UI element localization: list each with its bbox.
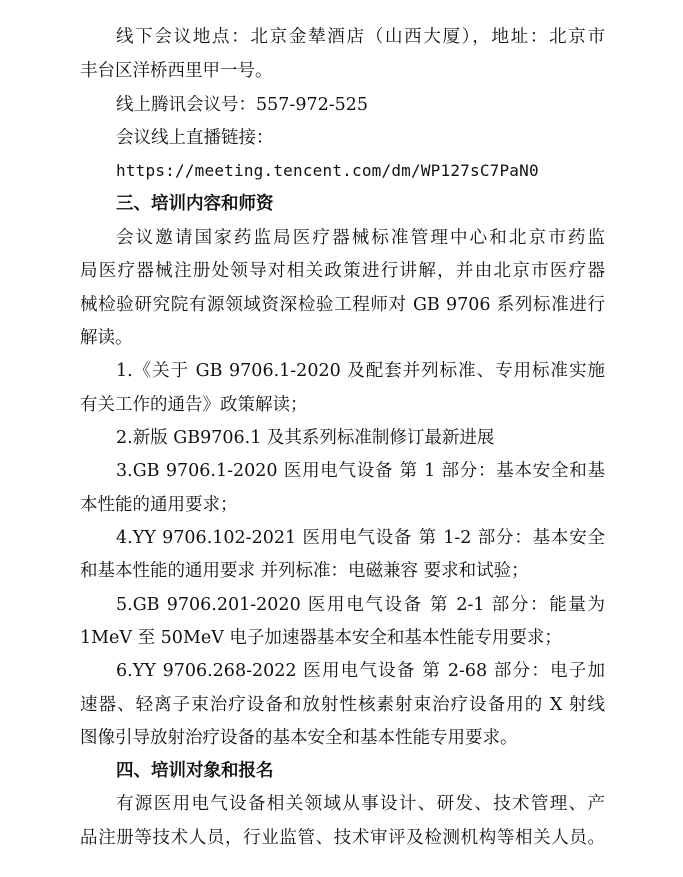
list-item-3-line-2: 本性能的通用要求； <box>80 495 238 515</box>
paragraph-line: 局医疗器械注册处领导对相关政策进行讲解，并由北京市医疗器 <box>80 261 605 281</box>
list-item-5-line-1: 5.GB 9706.201-2020 医用电气设备 第 2-1 部分：能量为 <box>116 595 605 615</box>
paragraph-line: 械检验研究院有源领域资深检验工程师对 GB 9706 系列标准进行 <box>80 295 605 315</box>
tencent-meeting-number: 线上腾讯会议号：557-972-525 <box>116 95 369 115</box>
livestream-link-url[interactable]: https://meeting.tencent.com/dm/WP127sC7PaN0 <box>116 161 539 180</box>
meeting-location-line-2: 丰台区洋桥西里甲一号。 <box>80 61 273 81</box>
list-item-6-line-2: 速器、轻离子束治疗设备和放射性核素射束治疗设备用的 X 射线 <box>80 695 605 715</box>
list-item-4-line-2: 和基本性能的通用要求 并列标准：电磁兼容 要求和试验； <box>80 561 529 581</box>
list-item-1-line-2: 有关工作的通告》政策解读； <box>80 395 308 415</box>
list-item-1-line-1: 1.《关于 GB 9706.1-2020 及配套并列标准、专用标准实施 <box>116 361 605 381</box>
meeting-location-line-1: 线下会议地点：北京金辇酒店（山西大厦），地址：北京市 <box>116 27 605 47</box>
section-heading-training-content: 三、培训内容和师资 <box>116 194 274 214</box>
list-item-3-line-1: 3.GB 9706.1-2020 医用电气设备 第 1 部分：基本安全和基 <box>116 461 605 481</box>
paragraph-line: 有源医用电气设备相关领域从事设计、研发、技术管理、产 <box>116 794 605 814</box>
list-item-5-line-2: 1MeV 至 50MeV 电子加速器基本安全和基本性能专用要求； <box>80 628 562 648</box>
list-item-6-line-3: 图像引导放射治疗设备的基本安全和基本性能专用要求。 <box>80 728 518 748</box>
paragraph-line: 解读。 <box>80 328 133 348</box>
section-heading-training-audience: 四、培训对象和报名 <box>116 761 274 781</box>
list-item-6-line-1: 6.YY 9706.268-2022 医用电气设备 第 2-68 部分：电子加 <box>116 661 605 681</box>
paragraph-line: 品注册等技术人员，行业监管、技术审评及检测机构等相关人员。 <box>80 828 605 848</box>
livestream-link-label: 会议线上直播链接： <box>116 128 274 148</box>
list-item-2: 2.新版 GB9706.1 及其系列标准制修订最新进展 <box>116 428 495 448</box>
list-item-4-line-1: 4.YY 9706.102-2021 医用电气设备 第 1-2 部分：基本安全 <box>116 528 605 548</box>
paragraph-line: 会议邀请国家药监局医疗器械标准管理中心和北京市药监 <box>116 228 605 248</box>
